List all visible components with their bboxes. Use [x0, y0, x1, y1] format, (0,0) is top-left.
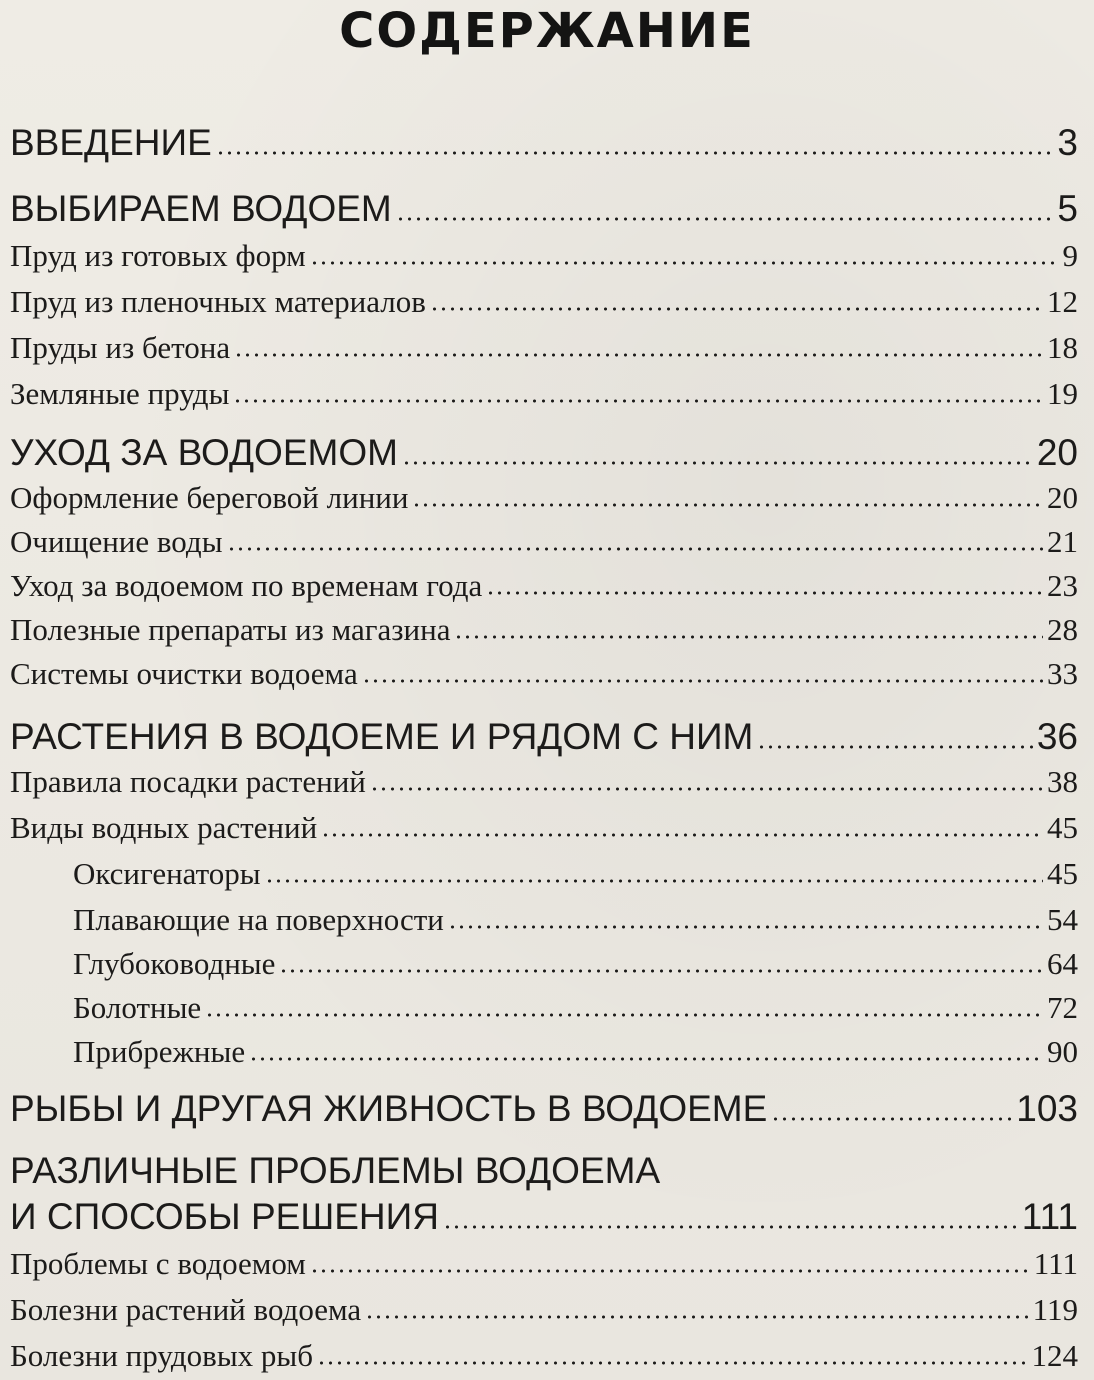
- dot-leader: [757, 744, 1032, 750]
- toc-entry-label: РАСТЕНИЯ В ВОДОЕМЕ И РЯДОМ С НИМ: [10, 716, 754, 757]
- toc-entry-page: 33: [1047, 656, 1078, 691]
- toc-entry: [73, 946, 1078, 982]
- dot-leader: [321, 832, 1043, 838]
- dot-leader: [443, 1224, 1018, 1230]
- dot-leader: [486, 590, 1043, 596]
- toc-entry-page: 5: [1057, 188, 1078, 229]
- toc-entry-choosing-pond: [10, 188, 1078, 230]
- dot-leader: [310, 260, 1059, 266]
- dot-leader: [412, 502, 1043, 508]
- page-title: СОДЕРЖАНИЕ: [339, 3, 755, 59]
- toc-entry: [73, 856, 1078, 892]
- dot-leader: [249, 1056, 1043, 1062]
- dot-leader: [396, 216, 1054, 222]
- toc-entry-page: 111: [1033, 1246, 1078, 1281]
- toc-entry: [10, 1338, 1078, 1374]
- toc-entry-page: 124: [1031, 1338, 1078, 1373]
- dot-leader: [279, 968, 1043, 974]
- toc-entry-page: 119: [1032, 1292, 1078, 1327]
- toc-entry-label: Земляные пруды: [10, 376, 230, 411]
- toc-entry-plants: [10, 716, 1078, 758]
- toc-entry-label: Правила посадки растений: [10, 764, 366, 799]
- toc-entry: [73, 990, 1078, 1026]
- toc-entry-label: Плавающие на поверхности: [73, 902, 444, 937]
- toc-entry-label: Проблемы с водоемом: [10, 1246, 306, 1281]
- toc-entry-label: Болезни прудовых рыб: [10, 1338, 313, 1373]
- toc-entry-page: 103: [1016, 1088, 1078, 1129]
- toc-entry-page: 45: [1047, 856, 1078, 891]
- toc-entry-page: 12: [1047, 284, 1078, 319]
- dot-leader: [216, 150, 1054, 156]
- dot-leader: [234, 352, 1043, 358]
- toc-entry: [10, 1246, 1078, 1282]
- toc-entry-label: Пруд из пленочных материалов: [10, 284, 426, 319]
- toc-entry-page: 45: [1047, 810, 1078, 845]
- toc-entry-label: И СПОСОБЫ РЕШЕНИЯ: [10, 1196, 439, 1237]
- dot-leader: [310, 1268, 1030, 1274]
- toc-entry-label: Пруды из бетона: [10, 330, 231, 365]
- toc-entry-label: Пруд из готовых форм: [10, 238, 306, 273]
- toc-entry-label: Глубоководные: [73, 946, 276, 981]
- toc-entry-page: 38: [1047, 764, 1078, 799]
- dot-leader: [370, 786, 1043, 792]
- dot-leader: [402, 460, 1033, 466]
- toc-entry-page: 19: [1047, 376, 1078, 411]
- toc-entry-page: 36: [1036, 716, 1078, 757]
- dot-leader: [771, 1116, 1012, 1122]
- dot-leader: [233, 398, 1043, 404]
- toc-entry-label: Виды водных растений: [10, 810, 318, 845]
- toc-entry-pond-care: [10, 432, 1078, 474]
- toc-entry: [10, 238, 1078, 274]
- dot-leader: [362, 678, 1043, 684]
- toc-entry-label: Уход за водоемом по временам года: [10, 568, 483, 603]
- toc-entry-page: 18: [1047, 330, 1078, 365]
- dot-leader: [430, 306, 1043, 312]
- dot-leader: [365, 1314, 1029, 1320]
- toc-entry: [10, 330, 1078, 366]
- dot-leader: [265, 878, 1043, 884]
- toc-entry-page: 28: [1047, 612, 1078, 647]
- toc-entry: [10, 656, 1078, 692]
- toc-entry: [10, 764, 1078, 800]
- toc-entry-page: 20: [1036, 432, 1078, 473]
- toc-entry-label: ВВЕДЕНИЕ: [10, 122, 212, 163]
- toc-entry-page: 54: [1047, 902, 1078, 937]
- toc-entry-label: УХОД ЗА ВОДОЕМОМ: [10, 432, 398, 473]
- toc-entry-page: 23: [1047, 568, 1078, 603]
- toc-entry: [10, 284, 1078, 320]
- toc-entry: [10, 612, 1078, 648]
- toc-entry-page: 20: [1047, 480, 1078, 515]
- dot-leader: [205, 1012, 1043, 1018]
- toc-entry-label: Оксигенаторы: [73, 856, 261, 891]
- toc-entry-label: ВЫБИРАЕМ ВОДОЕМ: [10, 188, 392, 229]
- toc-entry-label: РЫБЫ И ДРУГАЯ ЖИВНОСТЬ В ВОДОЕМЕ: [10, 1088, 768, 1129]
- toc-entry-label: Прибрежные: [73, 1034, 246, 1069]
- dot-leader: [227, 546, 1043, 552]
- toc-entry-page: 111: [1021, 1196, 1078, 1237]
- toc-entry: [10, 524, 1078, 560]
- toc-entry-label: Оформление береговой линии: [10, 480, 409, 515]
- toc-entry: [10, 810, 1078, 846]
- toc-entry-page: 21: [1047, 524, 1078, 559]
- toc-entry-label: Системы очистки водоема: [10, 656, 358, 691]
- toc-entry-label: Болотные: [73, 990, 202, 1025]
- toc-entry: [73, 1034, 1078, 1070]
- toc-entry-page: 9: [1062, 238, 1078, 273]
- toc-entry: [10, 376, 1078, 412]
- toc-entry-label: Полезные препараты из магазина: [10, 612, 451, 647]
- toc-entry: [10, 1292, 1078, 1328]
- toc-entry-label: Болезни растений водоема: [10, 1292, 362, 1327]
- toc-entry: [73, 902, 1078, 938]
- toc-entry-problems-line1: РАЗЛИЧНЫЕ ПРОБЛЕМЫ ВОДОЕМА: [10, 1150, 661, 1191]
- dot-leader: [317, 1360, 1028, 1366]
- dot-leader: [448, 924, 1043, 930]
- dot-leader: [454, 634, 1043, 640]
- toc-entry: [10, 568, 1078, 604]
- toc-entry-label: Очищение воды: [10, 524, 223, 559]
- toc-entry-page: 90: [1047, 1034, 1078, 1069]
- toc-entry-problems: [10, 1196, 1078, 1238]
- toc-entry: [10, 480, 1078, 516]
- toc-entry-page: 64: [1047, 946, 1078, 981]
- toc-entry-page: 3: [1057, 122, 1078, 163]
- toc-entry-fish: [10, 1088, 1078, 1130]
- toc-entry-page: 72: [1047, 990, 1078, 1025]
- toc-entry-introduction: [10, 122, 1078, 164]
